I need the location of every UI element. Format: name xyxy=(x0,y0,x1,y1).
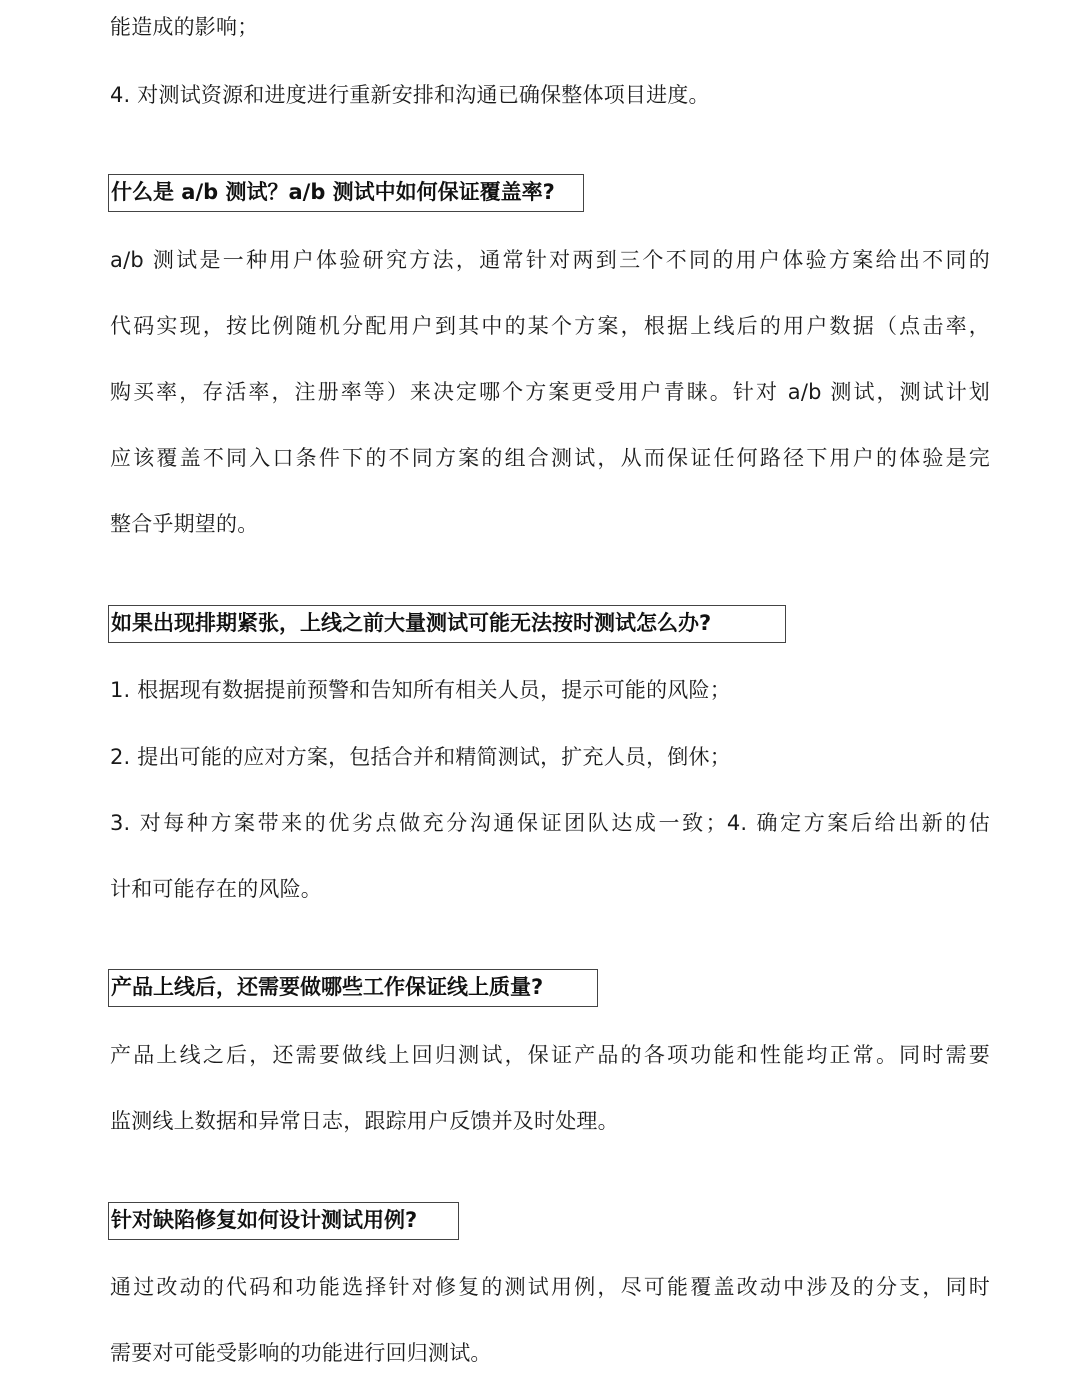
list-item: 4. 对测试资源和进度进行重新安排和沟通已确保整体项目进度。 xyxy=(110,83,710,107)
paragraph-line: 产品上线之后，还需要做线上回归测试，保证产品的各项功能和性能均正常。同时需要 xyxy=(110,1043,990,1067)
list-item: 1. 根据现有数据提前预警和告知所有相关人员，提示可能的风险； xyxy=(110,678,731,702)
list-item: 2. 提出可能的应对方案，包括合并和精简测试，扩充人员，倒休； xyxy=(110,745,731,769)
section-heading-tight-schedule: 如果出现排期紧张，上线之前大量测试可能无法按时测试怎么办? xyxy=(108,605,786,643)
section-heading-defect-fix: 针对缺陷修复如何设计测试用例? xyxy=(108,1202,459,1240)
paragraph-line: 通过改动的代码和功能选择针对修复的测试用例，尽可能覆盖改动中涉及的分支，同时 xyxy=(110,1275,990,1299)
paragraph-line: 应该覆盖不同入口条件下的不同方案的组合测试，从而保证任何路径下用户的体验是完 xyxy=(110,446,990,470)
paragraph-line: a/b 测试是一种用户体验研究方法，通常针对两到三个不同的用户体验方案给出不同的 xyxy=(110,248,990,272)
continuation-text: 能造成的影响； xyxy=(110,15,259,39)
section-heading-post-release: 产品上线后，还需要做哪些工作保证线上质量? xyxy=(108,969,598,1007)
paragraph-line: 整合乎期望的。 xyxy=(110,512,259,536)
section-heading-ab-test: 什么是 a/b 测试？a/b 测试中如何保证覆盖率? xyxy=(108,174,584,212)
paragraph-line: 需要对可能受影响的功能进行回归测试。 xyxy=(110,1341,492,1365)
list-item: 3. 对每种方案带来的优劣点做充分沟通保证团队达成一致；4. 确定方案后给出新的估 xyxy=(110,811,990,835)
paragraph-line: 购买率，存活率，注册率等）来决定哪个方案更受用户青睐。针对 a/b 测试，测试计划 xyxy=(110,380,990,404)
paragraph-line: 代码实现，按比例随机分配用户到其中的某个方案，根据上线后的用户数据（点击率， xyxy=(110,314,990,338)
paragraph-line: 监测线上数据和异常日志，跟踪用户反馈并及时处理。 xyxy=(110,1109,619,1133)
list-item: 计和可能存在的风险。 xyxy=(110,877,322,901)
